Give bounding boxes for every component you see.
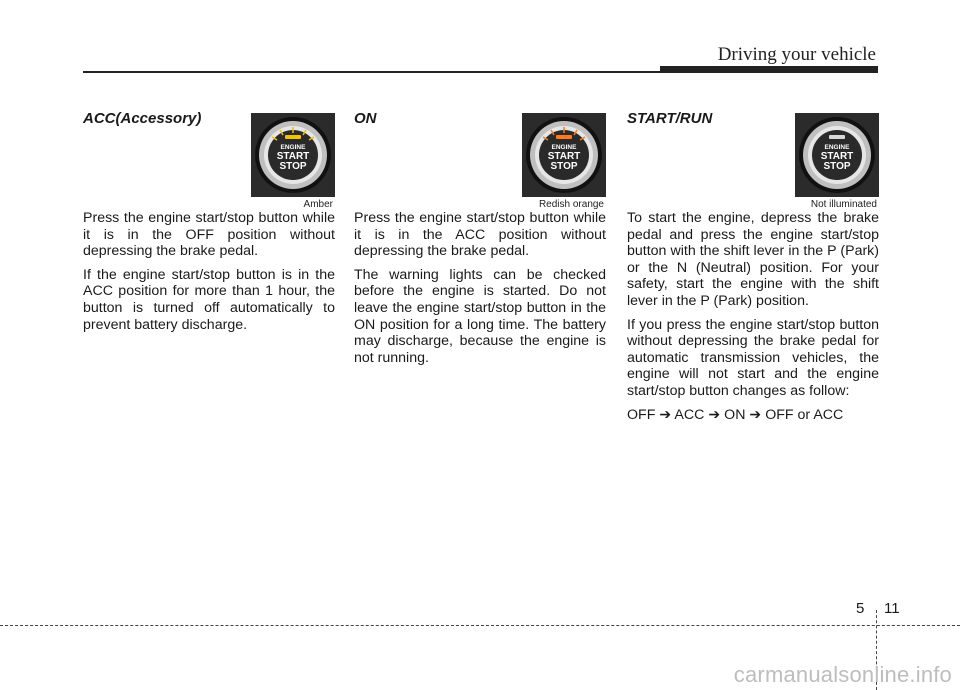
button-text-engine: ENGINE (824, 144, 850, 151)
column-title: ON (354, 110, 377, 127)
column-title: ACC(Accessory) (83, 110, 202, 127)
paragraph: If the engine start/stop button is in the ACC position for more than 1 hour, the button is turned off automatically to prevent battery discharge. (83, 266, 335, 333)
button-text-engine: ENGINE (551, 144, 577, 151)
paragraph: If you press the engine start/stop button without depressing the brake pedal for automatic transmission vehicles, the engine will not start and the engine start/stop button changes as follow: (627, 316, 879, 399)
header-rule (83, 71, 663, 73)
paragraph: The warning lights can be checked before the engine is started. Do not leave the engine start/stop button in the ON position for a long time. The battery may discharge, because the engine is not running. (354, 266, 606, 366)
button-text-stop: STOP (550, 161, 578, 172)
column-title: START/RUN (627, 110, 713, 127)
chapter-number: 5 (856, 600, 865, 617)
indicator-light (829, 135, 845, 139)
sequence-item: ON (724, 406, 746, 423)
button-text-start: START (276, 151, 310, 162)
sequence-item: ACC (674, 406, 705, 423)
section-title: Driving your vehicle (717, 44, 876, 65)
button-text-stop: STOP (279, 161, 307, 172)
paragraph: Press the engine start/stop button while it is in the OFF position without depressing the brake pedal. (83, 210, 335, 260)
indicator-light (556, 135, 572, 139)
page-number: 11 (884, 600, 900, 617)
engine-start-stop-button-icon (251, 113, 335, 197)
button-text-stop: STOP (823, 161, 851, 172)
engine-button-figure (795, 113, 879, 210)
button-text-start: START (820, 151, 854, 162)
header-rule-thick (660, 66, 878, 73)
arrow-right-icon: ➔ (659, 406, 672, 423)
column-start-run (627, 110, 879, 423)
figure-caption: Not illuminated (810, 199, 877, 210)
button-text-start: START (547, 151, 581, 162)
column-acc (83, 110, 335, 340)
engine-start-stop-button-icon (522, 113, 606, 197)
column-on (354, 110, 606, 373)
engine-button-figure (251, 113, 335, 210)
figure-caption: Redish orange (538, 199, 604, 210)
sequence-item: OFF or ACC (765, 406, 844, 423)
state-sequence (627, 407, 879, 424)
footer-rule (0, 625, 960, 626)
sequence-item: OFF (627, 406, 656, 423)
arrow-right-icon: ➔ (708, 406, 721, 423)
watermark: carmanualsonline.info (733, 662, 952, 687)
paragraph: To start the engine, depress the brake pedal and press the engine start/stop button with the shift lever in the P (Park) or the N (Neutral) position. For your safety, start the engine with the shift lever in the P (Park) position. (627, 210, 879, 309)
button-text-engine: ENGINE (280, 144, 306, 151)
figure-caption: Amber (303, 199, 333, 210)
engine-button-figure (522, 113, 606, 210)
engine-start-stop-button-icon (795, 113, 879, 197)
indicator-light (285, 135, 301, 139)
arrow-right-icon: ➔ (749, 406, 762, 423)
paragraph: Press the engine start/stop button while it is in the ACC position without depressing the brake pedal. (354, 210, 606, 260)
